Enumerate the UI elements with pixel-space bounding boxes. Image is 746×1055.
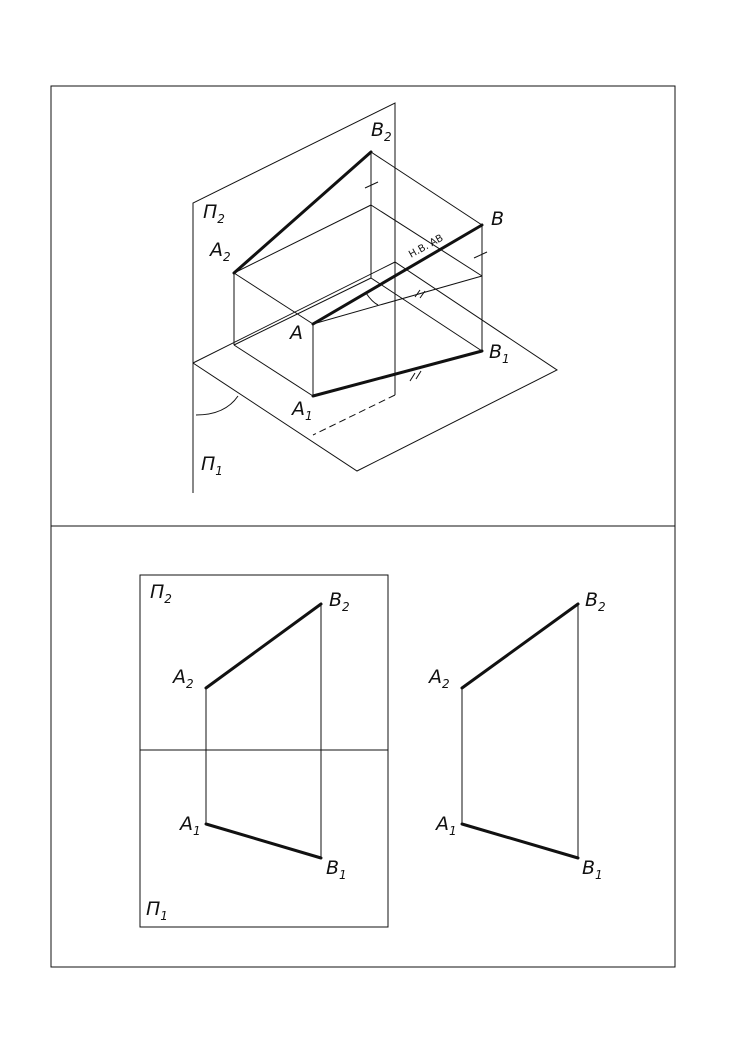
orthographic-view-frameless (427, 589, 606, 882)
tick-mark (474, 252, 487, 258)
label-plane-p2: $П_2$ (150, 581, 172, 606)
label-a2: $A_2$ (173, 666, 194, 691)
horizontal-plane-p1 (193, 262, 557, 471)
label-a2: $A_2$ (210, 239, 231, 264)
parallel-aux-line (313, 276, 482, 324)
proj-line-a2-a (234, 273, 313, 324)
isometric-view (193, 103, 557, 493)
label-b2: $B_2$ (371, 119, 392, 144)
segment-a1-b1 (462, 824, 578, 858)
hidden-line-diagonal (313, 395, 395, 435)
label-b1: $B_1$ (582, 857, 603, 882)
tick-mark (420, 291, 425, 298)
label-plane-p1: $П_1$ (201, 453, 223, 478)
orthographic-view-framed (140, 575, 388, 927)
tick-mark (416, 371, 421, 379)
segment-a2-b2 (234, 152, 371, 273)
label-b: B (491, 208, 505, 230)
true-length-angle-arc (366, 293, 378, 305)
true-length-note: Н.В. АВ (407, 232, 446, 261)
ground-line-a (234, 345, 313, 396)
tick-mark (410, 373, 415, 381)
label-a1: $A_1$ (436, 813, 457, 838)
segment-a2-b2 (462, 604, 578, 688)
label-plane-p1: $П_1$ (146, 898, 168, 923)
label-plane-p2: $П_2$ (203, 201, 225, 226)
ground-line-b (371, 278, 482, 351)
segment-a1-b1 (206, 824, 321, 858)
projection-frame (140, 575, 388, 927)
label-a2: $A_2$ (429, 666, 450, 691)
label-b2: $B_2$ (329, 589, 350, 614)
label-a: A (290, 322, 303, 344)
label-a1: $A_1$ (180, 813, 201, 838)
frontal-plane-p2 (193, 103, 395, 493)
label-b1: $B_1$ (489, 341, 510, 366)
segment-a1-b1 (313, 351, 482, 396)
axis-a-level (234, 205, 371, 273)
label-b2: $B_2$ (585, 589, 606, 614)
plane-angle-arc (196, 396, 238, 415)
label-b1: $B_1$ (326, 857, 347, 882)
segment-a2-b2 (206, 604, 321, 688)
label-a1: $A_1$ (292, 398, 313, 423)
segment-a-b (313, 225, 482, 324)
proj-line-b2-b (371, 152, 482, 225)
